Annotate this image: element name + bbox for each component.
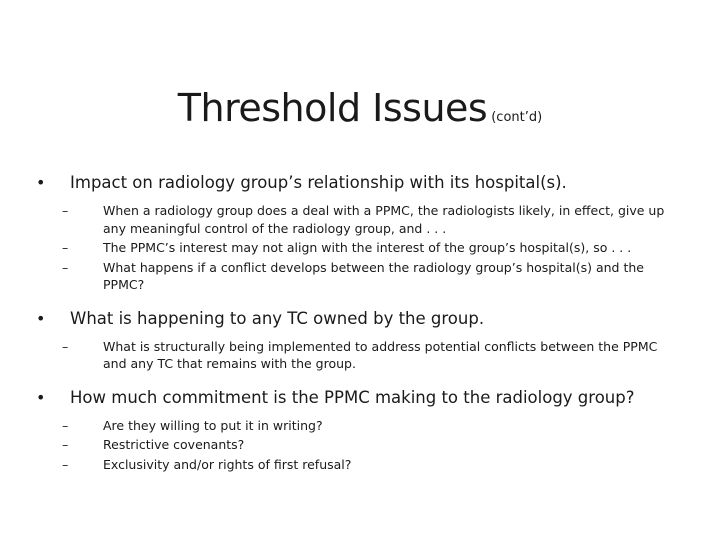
bullet-icon: • xyxy=(36,173,46,192)
sub-text: What is structurally being implemented to address potential conflicts between the PPMC and any TC that remains with the group. xyxy=(103,338,658,371)
sub-item xyxy=(36,338,696,373)
sub-text: What happens if a conflict develops between the radiology group’s hospital(s) and the PPMC? xyxy=(103,259,644,292)
sub-text: Exclusivity and/or rights of first refusal? xyxy=(103,456,352,472)
bullet-text: Impact on radiology group’s relationship with its hospital(s). xyxy=(70,173,567,192)
sub-list xyxy=(36,417,696,474)
sub-item xyxy=(36,259,696,294)
dash-icon: – xyxy=(62,456,69,472)
sub-item xyxy=(36,456,696,474)
bullet-text: How much commitment is the PPMC making to the radiology group? xyxy=(70,387,635,407)
bullet-icon: • xyxy=(36,308,46,328)
bullet-icon: • xyxy=(36,387,46,407)
title-main: Threshold Issues xyxy=(177,86,488,130)
title-suffix: (cont’d) xyxy=(491,110,543,125)
sub-item xyxy=(36,436,696,454)
sub-item xyxy=(36,202,696,237)
sub-list xyxy=(36,202,696,294)
bullet-text: What is happening to any TC owned by the group. xyxy=(70,308,485,328)
bullet-list xyxy=(36,172,696,487)
sub-list xyxy=(36,338,696,373)
dash-icon: – xyxy=(62,259,69,275)
bullet-item xyxy=(36,172,696,194)
dash-icon: – xyxy=(62,240,69,255)
sub-text: Are they willing to put it in writing? xyxy=(103,417,323,433)
sub-text: The PPMC’s interest may not align with the interest of the group’s hospital(s), so . . . xyxy=(103,240,632,255)
sub-item xyxy=(36,417,696,435)
bullet-item xyxy=(36,387,696,409)
dash-icon: – xyxy=(62,437,69,452)
sub-text: Restrictive covenants? xyxy=(103,437,245,452)
bullet-item xyxy=(36,308,696,330)
dash-icon: – xyxy=(62,338,69,354)
dash-icon: – xyxy=(62,203,69,218)
sub-item xyxy=(36,239,696,257)
sub-text: When a radiology group does a deal with a PPMC, the radiologists likely, in effect, give up any meaningful control of the radiology group, and . . . xyxy=(103,203,665,236)
dash-icon: – xyxy=(62,417,69,433)
slide-title xyxy=(0,86,720,130)
